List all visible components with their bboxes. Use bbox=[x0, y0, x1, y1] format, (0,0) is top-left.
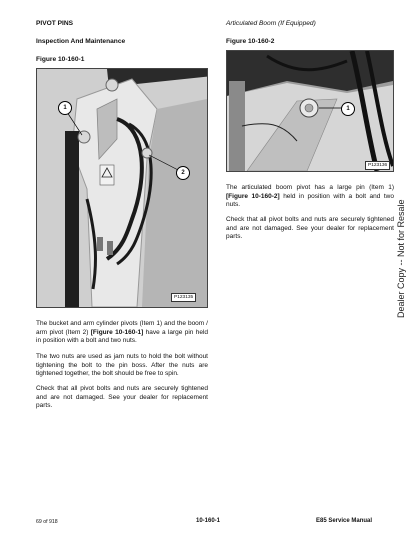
section-title: PIVOT PINS bbox=[36, 20, 74, 27]
paragraph-check-bolts: Check that all pivot bolts and nuts are securely tightened and are not damaged. See your dealer for replacement parts. bbox=[36, 385, 208, 410]
figure-10-160-1-photo bbox=[36, 68, 208, 308]
figure-10-160-2-photo bbox=[226, 50, 394, 172]
figure-reference: [Figure 10-160-1] bbox=[90, 328, 144, 336]
figure-reference-right: [Figure 10-160-2] bbox=[226, 192, 280, 200]
paragraph-pivot-pins: The bucket and arm cylinder pivots (Item 1) and the boom / arm pivot (Item 2) [Figure 10-160-1] have a large pin held in position with a bolt and two nuts. bbox=[36, 320, 208, 345]
paragraph-check-bolts-right: Check that all pivot bolts and nuts are securely tightened and are not damaged. See your dealer for replacement parts. bbox=[226, 216, 394, 241]
figure-label-right: Figure 10-160-2 bbox=[226, 38, 275, 45]
photo-code-right: P123136 bbox=[365, 161, 390, 170]
paragraph-jam-nuts: The two nuts are used as jam nuts to hold the bolt without tightening the bolt to the pin boss. After the nuts are tightened together, the bolt should be free to spin. bbox=[36, 353, 208, 378]
dealer-copy-watermark: Dealer Copy -- Not for Resale bbox=[396, 199, 406, 318]
section-title-articulated: Articulated Boom (If Equipped) bbox=[226, 20, 316, 27]
footer-manual-title: E85 Service Manual bbox=[316, 518, 373, 524]
paragraph-articulated-pivot: The articulated boom pivot has a large pin (Item 1) [Figure 10-160-2] held in position with a bolt and two nuts. bbox=[226, 184, 394, 209]
figure-label-left: Figure 10-160-1 bbox=[36, 56, 85, 63]
callout-1: 1 bbox=[58, 101, 72, 115]
subsection-title: Inspection And Maintenance bbox=[36, 38, 126, 45]
photo-code: P123135 bbox=[171, 293, 196, 302]
footer-page-count: 69 of 918 bbox=[36, 519, 58, 525]
footer-page-number: 10-160-1 bbox=[196, 518, 221, 524]
callout-2: 2 bbox=[176, 166, 190, 180]
callout-1-right: 1 bbox=[341, 102, 355, 116]
